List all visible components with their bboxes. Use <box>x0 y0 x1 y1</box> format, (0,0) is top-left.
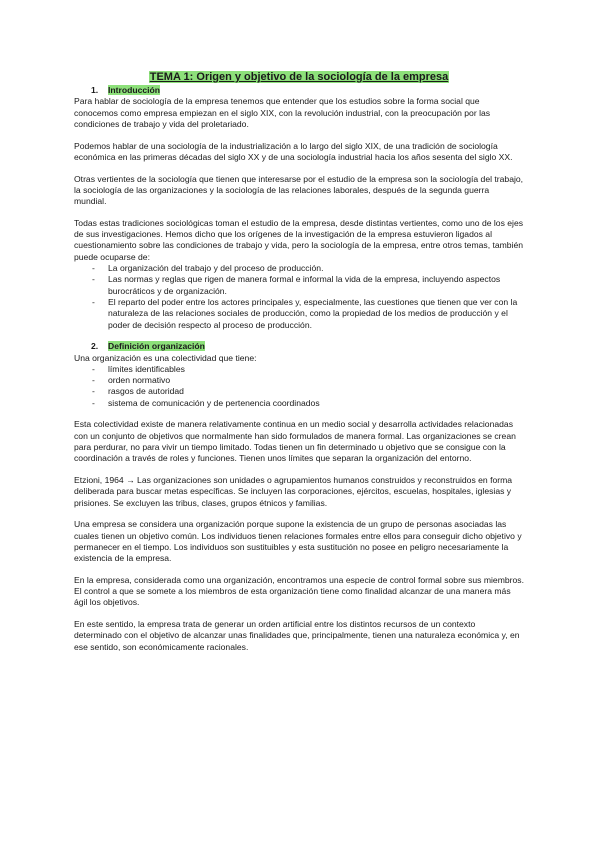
paragraph: Podemos hablar de una sociología de la industrialización a lo largo del siglo XIX, de una tradición de sociología económica en las primeras décadas del siglo XX y de una sociología industrial hacia los años sesenta del siglo XX. <box>74 140 513 162</box>
list-item: - orden normativo <box>74 375 524 386</box>
paragraph: Una empresa se considera una organización porque supone la existencia de un grupo de personas asociadas las cuales tienen un objetivo común. Los individuos tienen relaciones formales entre ellos para conseguir dicho objetivo y permanecer en el tiempo. Los individuos son sustituibles y esta sustitución no posee en peligro necesariamente la existencia de la empresa. <box>74 519 522 564</box>
section-heading-text: Definición organización <box>108 341 205 352</box>
document-title <box>74 71 524 84</box>
bullet-list <box>74 263 524 331</box>
paragraph: Etzioni, 1964 → Las organizaciones son unidades o agrupamientos humanos construidos y reconstruidos en forma deliberada para buscar metas específicas. Se incluyen las corporaciones, ejércitos, escuelas, hospitales, iglesias y prisiones. Se excluyen las tribus, clases, grupos étnicos y familias. <box>74 474 513 508</box>
section-heading-definicion <box>74 341 524 352</box>
section-number: 1. <box>91 85 99 95</box>
list-item: - Las normas y reglas que rigen de manera formal e informal la vida de la empresa, incluyendo aspectos burocráticos y de organización. <box>74 274 524 297</box>
paragraph: Una organización es una colectividad que tiene: <box>74 352 257 363</box>
paragraph: En la empresa, considerada como una organización, encontramos una especie de control formal sobre sus miembros. El control a que se somete a los miembros de esta organización tiene como finalidad alcanzar de una manera más ágil los objetivos. <box>74 574 524 608</box>
paragraph: Todas estas tradiciones sociológicas toman el estudio de la empresa, desde distintas vertientes, como uno de los ejes de sus investigaciones. Hemos dicho que los orígenes de la investigación de la empresa estuvieron ligados al cuestionamiento sobre las condiciones de trabajo y vida, pero la sociología de la empresa, entre otros temas, también puede ocuparse de: <box>74 217 524 262</box>
list-item: - sistema de comunicación y de pertenencia coordinados <box>74 398 524 409</box>
section-heading-introduccion <box>74 85 524 96</box>
paragraph: Para hablar de sociología de la empresa tenemos que entender que los estudios sobre la forma social que conocemos como empresa empiezan en el siglo XIX, con la revolución industrial, con la preocupación por las condiciones de trabajo y vida del proletariado. <box>74 96 491 129</box>
list-item: - El reparto del poder entre los actores principales y, especialmente, las cuestiones que tienen que ver con la naturaleza de las relaciones sociales de producción, como la propiedad de los medios de producción y el poder de decisión respecto al proceso de producción. <box>74 297 524 331</box>
section-number: 2. <box>91 341 99 352</box>
document-page <box>74 71 524 663</box>
title-text: TEMA 1: Origen y objetivo de la sociología de la empresa <box>149 71 449 83</box>
section-heading-text: Introducción <box>108 85 161 95</box>
paragraph: Otras vertientes de la sociología que tienen que interesarse por el estudio de la empresa son la sociología del trabajo, la sociología de las organizaciones y la sociología de las relaciones laborales, después de la segunda guerra mundial. <box>74 173 524 207</box>
list-item: - rasgos de autoridad <box>74 386 524 397</box>
paragraph: Esta colectividad existe de manera relativamente continua en un medio social y desarrolla actividades relacionadas con un conjunto de objetivos que normalmente han sido formulados de manera formal. Las organizaciones se crean para perdurar, no para vivir un tiempo limitado. Todas tienen un fin determinado u objetivo que se consigue con la coordinación a través de roles y funciones. Tienen unos límites que separan la organización del entorno. <box>74 419 516 464</box>
list-item: - La organización del trabajo y del proceso de producción. <box>74 263 524 274</box>
paragraph: En este sentido, la empresa trata de generar un orden artificial entre los distintos recursos de un contexto determinado con el objetivo de alcanzar unas finalidades que, principalmente, tienen una naturaleza económica y, en ese sentido, son económicamente racionales. <box>74 619 520 652</box>
bullet-list <box>74 364 524 409</box>
list-item: - límites identificables <box>74 364 524 375</box>
